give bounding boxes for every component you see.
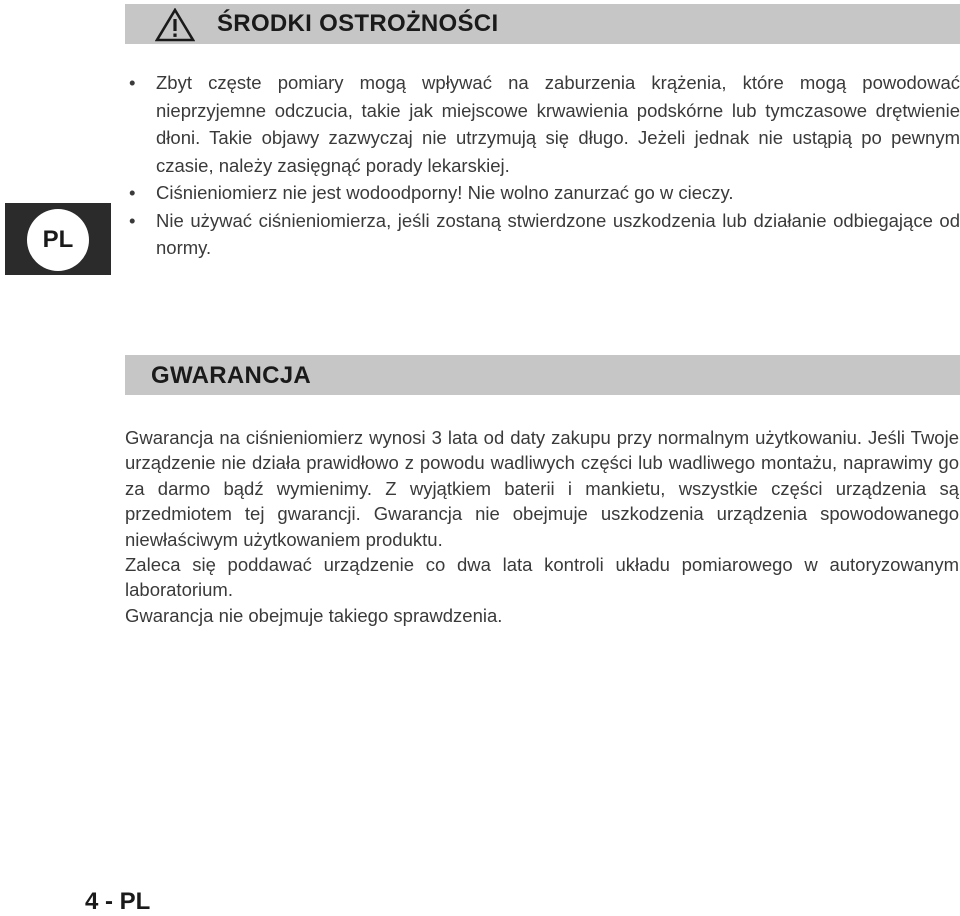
warranty-header-bar [125, 355, 960, 395]
language-tab [5, 203, 111, 275]
warranty-body [125, 425, 959, 628]
warranty-paragraph: Gwarancja nie obejmuje takiego sprawdzenia. [125, 604, 503, 626]
warranty-paragraph: Gwarancja na ciśnieniomierz wynosi 3 lata od daty zakupu przy normalnym użytkowaniu. Jeśli Twoje urządzenie nie działa prawidłowo z powodu wadliwych części lub wadliwego montażu, naprawimy go za darmo bądź wymienimy. Z wyjątkiem baterii i mankietu, wszystkie części urządzenia są przedmiotem tej gwarancji. Gwarancja nie obejmuje uszkodzenia urządzenia spowodowanego niewłaściwym użytkowaniem produktu. [125, 427, 959, 550]
precautions-list [128, 69, 960, 262]
precaution-item [128, 179, 960, 207]
page-number: 4 - PL [85, 888, 151, 915]
warranty-paragraph: Zaleca się poddawać urządzenie co dwa lata kontroli układu pomiarowego w autoryzowanym laboratorium. [125, 554, 959, 601]
precaution-item [128, 69, 960, 179]
warranty-title: GWARANCJA [151, 362, 312, 389]
language-label: PL [27, 209, 89, 271]
precaution-text: Ciśnieniomierz nie jest wodoodporny! Nie wolno zanurzać go w cieczy. [156, 182, 734, 203]
bullet: • [129, 182, 136, 203]
precaution-text: Zbyt częste pomiary mogą wpływać na zaburzenia krążenia, które mogą powodować nieprzyjemne odczucia, takie jak miejscowe krwawienia podskórne lub tymczasowe drętwienie dłoni. Takie objawy zazwyczaj nie utrzymują się długo. Jeżeli jednak nie ustąpią po pewnym czasie, należy zasięgnąć porady lekarskiej. [156, 72, 960, 176]
precautions-header-bar [125, 4, 960, 44]
bullet: • [129, 72, 136, 93]
precaution-item [128, 207, 960, 262]
precautions-title: ŚRODKI OSTROŻNOŚCI [217, 10, 499, 37]
bullet: • [129, 209, 136, 231]
warning-triangle-icon [155, 8, 195, 42]
precaution-text: Nie używać ciśnieniomierza, jeśli zostaną stwierdzone uszkodzenia lub działanie odbiegające od normy. [156, 209, 960, 258]
